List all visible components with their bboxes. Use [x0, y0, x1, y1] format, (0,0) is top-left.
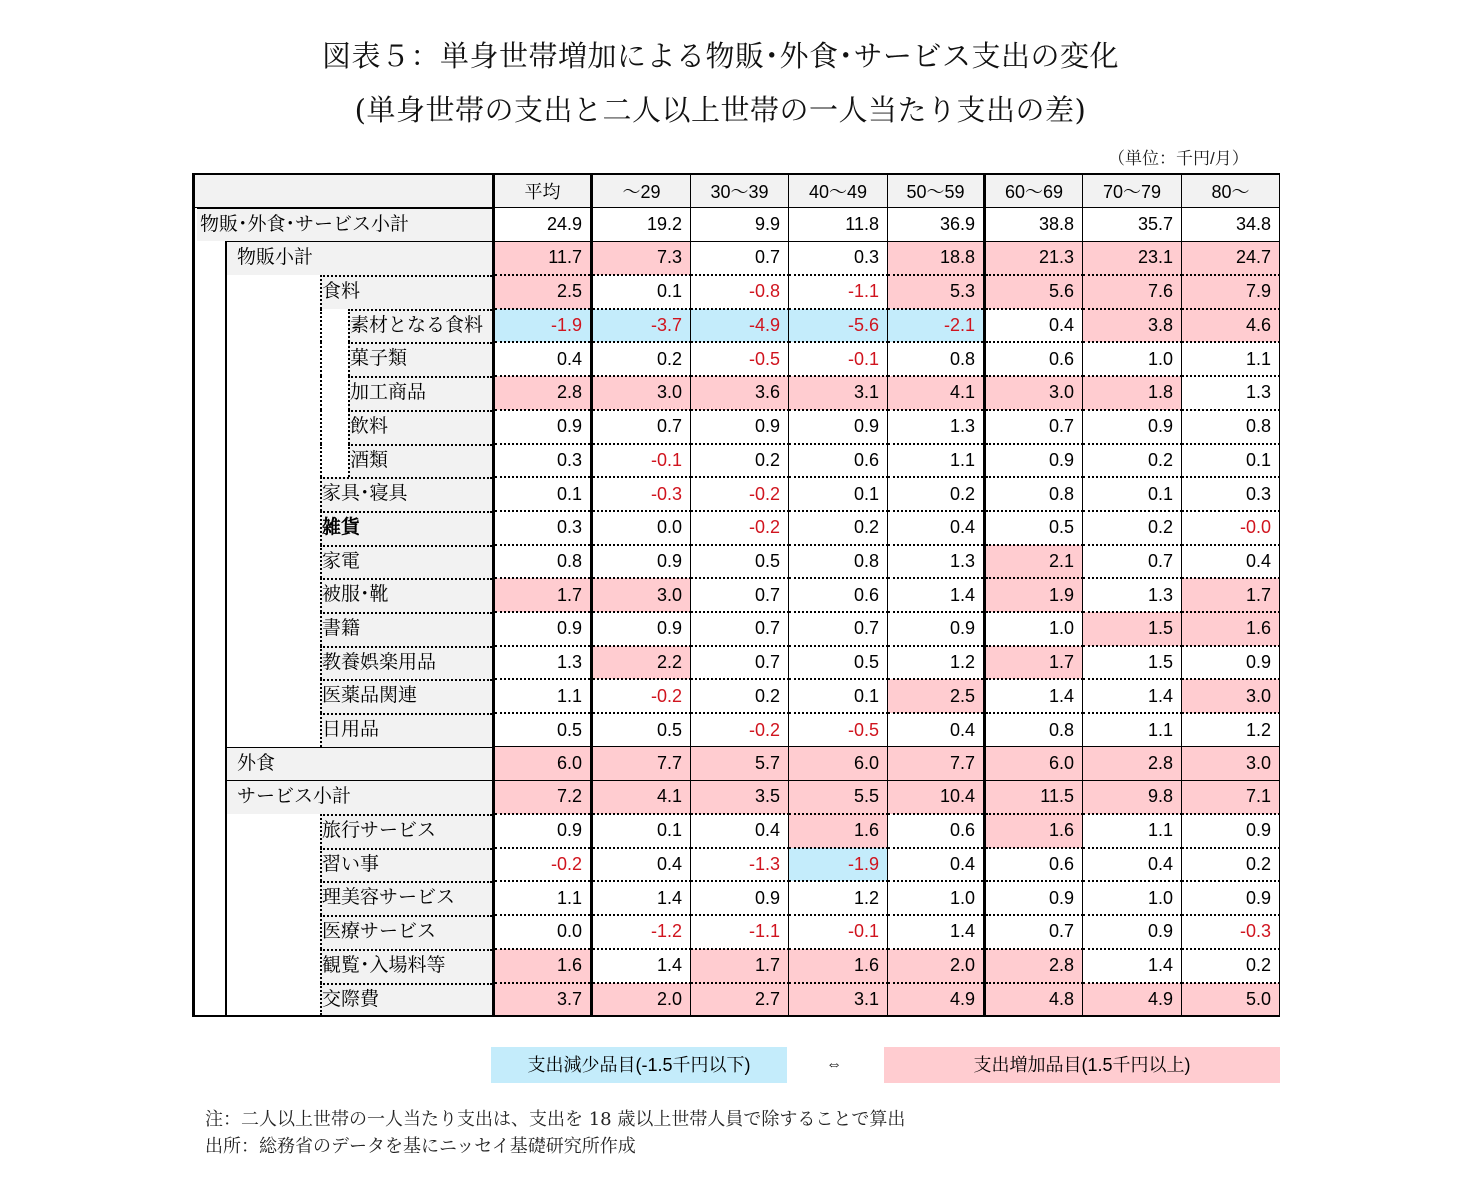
value-cell: 3.0 [592, 376, 691, 410]
row-label: 被服･靴 [322, 584, 389, 606]
row-label-cell [194, 949, 494, 983]
row-label-cell [194, 275, 494, 309]
row-label: 素材となる食料 [350, 314, 484, 336]
value-cell: 11.7 [494, 241, 592, 275]
value-cell: 0.6 [789, 578, 888, 612]
row-label: 菓子類 [350, 348, 408, 370]
value-cell: 24.7 [1182, 241, 1280, 275]
value-cell: -4.9 [691, 309, 789, 343]
row-label-cell [194, 881, 494, 915]
value-cell: -0.8 [691, 275, 789, 309]
value-cell: 7.1 [1182, 780, 1280, 814]
value-cell: 4.9 [1083, 983, 1182, 1017]
value-cell: 1.1 [494, 881, 592, 915]
value-cell: 0.5 [592, 713, 691, 747]
value-cell: 11.8 [789, 208, 888, 242]
value-cell: 0.9 [494, 814, 592, 848]
value-cell: 1.2 [789, 881, 888, 915]
value-cell: -0.3 [1182, 915, 1280, 949]
value-cell: 9.9 [691, 208, 789, 242]
value-cell: 1.5 [1083, 612, 1182, 646]
legend-arrow-icon: ⇔ [826, 1056, 842, 1073]
source-note: 出所：総務省のデータを基にニッセイ基礎研究所作成 [205, 1136, 636, 1157]
value-cell: 0.2 [888, 477, 985, 511]
value-cell: -1.9 [494, 309, 592, 343]
value-cell: 24.9 [494, 208, 592, 242]
value-cell: 2.8 [985, 949, 1083, 983]
column-header: 50～59 [888, 174, 985, 208]
figure-title: 図表５：単身世帯増加による物販･外食･サービス支出の変化 [321, 39, 1119, 73]
row-label: 飲料 [350, 415, 389, 437]
table-row [194, 208, 1280, 242]
value-cell: 0.8 [494, 545, 592, 579]
value-cell: 0.4 [494, 342, 592, 376]
value-cell: -0.2 [691, 477, 789, 511]
table-row [194, 309, 1280, 343]
unit-label: （単位：千円/月） [1108, 149, 1249, 168]
row-label-cell [194, 208, 494, 242]
value-cell: 0.3 [789, 241, 888, 275]
value-cell: 4.1 [592, 780, 691, 814]
value-cell: -0.0 [1182, 511, 1280, 545]
row-label: 物販･外食･サービス小計 [200, 214, 410, 236]
value-cell: 0.7 [985, 410, 1083, 444]
value-cell: 1.1 [888, 444, 985, 478]
value-cell: 0.5 [985, 511, 1083, 545]
table-row [194, 780, 1280, 814]
value-cell: 1.4 [592, 881, 691, 915]
value-cell: 0.9 [985, 881, 1083, 915]
row-label: 家具･寝具 [322, 483, 408, 505]
value-cell: 0.9 [1182, 646, 1280, 680]
value-cell: 0.8 [1182, 410, 1280, 444]
value-cell: 7.7 [592, 747, 691, 781]
value-cell: 0.6 [985, 848, 1083, 882]
figure-subtitle: (単身世帯の支出と二人以上世帯の一人当たり支出の差) [354, 93, 1087, 127]
value-cell: 3.1 [789, 376, 888, 410]
value-cell: 0.5 [494, 713, 592, 747]
row-label-cell [194, 410, 494, 444]
row-label-cell [194, 342, 494, 376]
value-cell: -1.9 [789, 848, 888, 882]
row-label: 外食 [237, 752, 276, 774]
value-cell: 1.8 [1083, 376, 1182, 410]
row-label: 旅行サービス [322, 820, 437, 842]
value-cell: 1.4 [985, 679, 1083, 713]
row-label-cell [194, 814, 494, 848]
value-cell: 0.4 [888, 848, 985, 882]
table-row [194, 612, 1280, 646]
value-cell: 35.7 [1083, 208, 1182, 242]
value-cell: 3.0 [592, 578, 691, 612]
value-cell: 0.9 [789, 410, 888, 444]
row-label-cell [194, 309, 494, 343]
row-label: サービス小計 [237, 786, 352, 808]
value-cell: 0.8 [789, 545, 888, 579]
row-label-cell [194, 747, 494, 781]
value-cell: 7.9 [1182, 275, 1280, 309]
value-cell: 3.8 [1083, 309, 1182, 343]
spending-table [192, 173, 1280, 1017]
value-cell: 1.1 [1083, 713, 1182, 747]
value-cell: 2.8 [1083, 747, 1182, 781]
value-cell: -0.2 [494, 848, 592, 882]
value-cell: 0.2 [1083, 444, 1182, 478]
value-cell: 10.4 [888, 780, 985, 814]
value-cell: 0.8 [985, 713, 1083, 747]
value-cell: 1.4 [1083, 949, 1182, 983]
column-header: 80～ [1182, 174, 1280, 208]
value-cell: 0.9 [1182, 881, 1280, 915]
column-header: 60～69 [985, 174, 1083, 208]
value-cell: 0.7 [691, 578, 789, 612]
value-cell: 7.7 [888, 747, 985, 781]
row-label-cell [194, 983, 494, 1017]
value-cell: 11.5 [985, 780, 1083, 814]
value-cell: -0.3 [592, 477, 691, 511]
value-cell: 36.9 [888, 208, 985, 242]
value-cell: 1.5 [1083, 646, 1182, 680]
value-cell: 0.9 [494, 612, 592, 646]
value-cell: 0.2 [691, 679, 789, 713]
header-label-cell [194, 174, 494, 208]
row-label: 雑貨 [322, 516, 361, 538]
value-cell: 0.9 [592, 612, 691, 646]
value-cell: 0.3 [1182, 477, 1280, 511]
value-cell: 1.7 [494, 578, 592, 612]
footnote: 注：二人以上世帯の一人当たり支出は、支出を 18 歳以上世帯人員で除することで算出 [205, 1109, 906, 1130]
value-cell: 1.0 [888, 881, 985, 915]
value-cell: 0.4 [691, 814, 789, 848]
value-cell: 0.5 [789, 646, 888, 680]
value-cell: -0.1 [789, 915, 888, 949]
value-cell: 0.9 [1182, 814, 1280, 848]
value-cell: 4.6 [1182, 309, 1280, 343]
table-row [194, 814, 1280, 848]
value-cell: 1.3 [1182, 376, 1280, 410]
value-cell: -1.1 [789, 275, 888, 309]
row-label: 医薬品関連 [322, 685, 418, 707]
row-label-cell [194, 915, 494, 949]
value-cell: 2.8 [494, 376, 592, 410]
value-cell: 0.1 [494, 477, 592, 511]
value-cell: 23.1 [1083, 241, 1182, 275]
table-row [194, 477, 1280, 511]
value-cell: 0.9 [592, 545, 691, 579]
value-cell: 7.6 [1083, 275, 1182, 309]
value-cell: 0.7 [789, 612, 888, 646]
value-cell: 3.1 [789, 983, 888, 1017]
table-row [194, 679, 1280, 713]
value-cell: 2.5 [888, 679, 985, 713]
legend-decrease: 支出減少品目(-1.5千円以下) [491, 1047, 787, 1083]
value-cell: 5.7 [691, 747, 789, 781]
value-cell: 4.8 [985, 983, 1083, 1017]
value-cell: 1.3 [1083, 578, 1182, 612]
value-cell: 1.4 [888, 578, 985, 612]
value-cell: -0.2 [691, 511, 789, 545]
row-label: 理美容サービス [322, 887, 456, 909]
row-label: 書籍 [322, 617, 361, 639]
value-cell: 3.0 [1182, 747, 1280, 781]
value-cell: 0.4 [592, 848, 691, 882]
value-cell: 6.0 [789, 747, 888, 781]
value-cell: 0.2 [1083, 511, 1182, 545]
value-cell: 18.8 [888, 241, 985, 275]
table-row [194, 511, 1280, 545]
value-cell: 0.2 [691, 444, 789, 478]
value-cell: 2.0 [888, 949, 985, 983]
row-label-cell [194, 477, 494, 511]
value-cell: 3.0 [985, 376, 1083, 410]
value-cell: 9.8 [1083, 780, 1182, 814]
value-cell: 3.0 [1182, 679, 1280, 713]
table-row [194, 241, 1280, 275]
value-cell: -0.1 [789, 342, 888, 376]
row-label-cell [194, 848, 494, 882]
value-cell: 2.7 [691, 983, 789, 1017]
row-label-cell [194, 679, 494, 713]
column-header: ～29 [592, 174, 691, 208]
table-row [194, 376, 1280, 410]
value-cell: -2.1 [888, 309, 985, 343]
value-cell: 5.0 [1182, 983, 1280, 1017]
value-cell: 1.6 [789, 949, 888, 983]
row-label: 食料 [322, 281, 361, 303]
value-cell: 21.3 [985, 241, 1083, 275]
value-cell: 1.7 [691, 949, 789, 983]
table-row [194, 747, 1280, 781]
column-header: 70～79 [1083, 174, 1182, 208]
value-cell: 0.4 [1083, 848, 1182, 882]
value-cell: -5.6 [789, 309, 888, 343]
table-row [194, 646, 1280, 680]
table-row [194, 881, 1280, 915]
row-label-cell [194, 612, 494, 646]
value-cell: 0.2 [789, 511, 888, 545]
value-cell: -1.3 [691, 848, 789, 882]
value-cell: 0.4 [985, 309, 1083, 343]
value-cell: 6.0 [985, 747, 1083, 781]
value-cell: 1.1 [1182, 342, 1280, 376]
row-label-cell [194, 713, 494, 747]
value-cell: 1.6 [985, 814, 1083, 848]
value-cell: 19.2 [592, 208, 691, 242]
value-cell: 1.4 [592, 949, 691, 983]
value-cell: 5.5 [789, 780, 888, 814]
row-label-cell [194, 511, 494, 545]
row-label-cell [194, 444, 494, 478]
row-label-cell [194, 578, 494, 612]
value-cell: 1.2 [1182, 713, 1280, 747]
value-cell: 0.3 [494, 511, 592, 545]
value-cell: 3.6 [691, 376, 789, 410]
value-cell: 1.6 [494, 949, 592, 983]
header-row [194, 174, 1280, 208]
value-cell: 3.7 [494, 983, 592, 1017]
table-row [194, 578, 1280, 612]
value-cell: 1.3 [888, 545, 985, 579]
value-cell: -1.1 [691, 915, 789, 949]
value-cell: 1.4 [1083, 679, 1182, 713]
value-cell: 0.7 [592, 410, 691, 444]
table-row [194, 275, 1280, 309]
row-label: 加工商品 [350, 382, 427, 404]
value-cell: 0.7 [691, 241, 789, 275]
value-cell: -0.2 [592, 679, 691, 713]
value-cell: 4.9 [888, 983, 985, 1017]
value-cell: 4.1 [888, 376, 985, 410]
value-cell: 0.2 [592, 342, 691, 376]
value-cell: 34.8 [1182, 208, 1280, 242]
value-cell: 2.2 [592, 646, 691, 680]
value-cell: 0.9 [1083, 410, 1182, 444]
value-cell: 0.9 [691, 881, 789, 915]
value-cell: 0.1 [1182, 444, 1280, 478]
row-label-cell [194, 376, 494, 410]
value-cell: 0.4 [888, 511, 985, 545]
row-label: 酒類 [350, 449, 389, 471]
value-cell: 1.1 [494, 679, 592, 713]
value-cell: -0.5 [691, 342, 789, 376]
value-cell: 0.6 [888, 814, 985, 848]
value-cell: 7.2 [494, 780, 592, 814]
value-cell: 1.3 [494, 646, 592, 680]
value-cell: 0.5 [691, 545, 789, 579]
value-cell: -0.2 [691, 713, 789, 747]
value-cell: 1.9 [985, 578, 1083, 612]
value-cell: 1.4 [888, 915, 985, 949]
value-cell: 0.3 [494, 444, 592, 478]
row-label-cell [194, 241, 494, 275]
value-cell: 0.9 [1083, 915, 1182, 949]
value-cell: 1.7 [985, 646, 1083, 680]
value-cell: 1.0 [1083, 342, 1182, 376]
value-cell: 0.8 [888, 342, 985, 376]
value-cell: 0.9 [494, 410, 592, 444]
value-cell: 1.7 [1182, 578, 1280, 612]
value-cell: 5.6 [985, 275, 1083, 309]
value-cell: 0.4 [1182, 545, 1280, 579]
row-label: 交際費 [322, 988, 380, 1010]
value-cell: 0.1 [789, 679, 888, 713]
row-label: 家電 [322, 550, 361, 572]
column-header: 30～39 [691, 174, 789, 208]
value-cell: 38.8 [985, 208, 1083, 242]
value-cell: 0.9 [888, 612, 985, 646]
value-cell: 0.4 [888, 713, 985, 747]
value-cell: 0.0 [592, 511, 691, 545]
table-row [194, 545, 1280, 579]
value-cell: 0.2 [1182, 949, 1280, 983]
table-row [194, 848, 1280, 882]
value-cell: 1.0 [1083, 881, 1182, 915]
value-cell: 0.7 [1083, 545, 1182, 579]
row-label: 物販小計 [237, 247, 314, 269]
row-label-cell [194, 646, 494, 680]
value-cell: 0.7 [691, 612, 789, 646]
value-cell: -0.1 [592, 444, 691, 478]
value-cell: 1.0 [985, 612, 1083, 646]
value-cell: 1.6 [1182, 612, 1280, 646]
value-cell: 0.2 [1182, 848, 1280, 882]
table-row [194, 949, 1280, 983]
table-row [194, 713, 1280, 747]
value-cell: 0.0 [494, 915, 592, 949]
value-cell: 2.5 [494, 275, 592, 309]
column-header: 平均 [494, 174, 592, 208]
table-row [194, 444, 1280, 478]
value-cell: 2.1 [985, 545, 1083, 579]
value-cell: 0.1 [1083, 477, 1182, 511]
value-cell: 0.9 [691, 410, 789, 444]
value-cell: 0.7 [985, 915, 1083, 949]
table-row [194, 915, 1280, 949]
row-label: 観覧･入場料等 [322, 954, 446, 976]
value-cell: 5.3 [888, 275, 985, 309]
column-header: 40～49 [789, 174, 888, 208]
value-cell: 6.0 [494, 747, 592, 781]
value-cell: 0.1 [592, 814, 691, 848]
value-cell: 0.7 [691, 646, 789, 680]
row-label: 習い事 [322, 853, 380, 875]
value-cell: -0.5 [789, 713, 888, 747]
value-cell: 1.2 [888, 646, 985, 680]
value-cell: 1.1 [1083, 814, 1182, 848]
value-cell: 1.6 [789, 814, 888, 848]
legend-increase: 支出増加品目(1.5千円以上) [884, 1047, 1280, 1083]
row-label-cell [194, 545, 494, 579]
row-label: 日用品 [322, 719, 380, 740]
row-label: 医療サービス [322, 921, 437, 943]
row-label-cell [194, 780, 494, 814]
table-row [194, 983, 1280, 1017]
value-cell: 2.0 [592, 983, 691, 1017]
value-cell: -1.2 [592, 915, 691, 949]
value-cell: 0.1 [592, 275, 691, 309]
value-cell: 0.6 [789, 444, 888, 478]
value-cell: 0.9 [985, 444, 1083, 478]
value-cell: 0.1 [789, 477, 888, 511]
value-cell: -3.7 [592, 309, 691, 343]
table-row [194, 342, 1280, 376]
row-label: 教養娯楽用品 [322, 651, 437, 673]
value-cell: 0.6 [985, 342, 1083, 376]
table-row [194, 410, 1280, 444]
value-cell: 0.8 [985, 477, 1083, 511]
value-cell: 1.3 [888, 410, 985, 444]
value-cell: 7.3 [592, 241, 691, 275]
value-cell: 3.5 [691, 780, 789, 814]
